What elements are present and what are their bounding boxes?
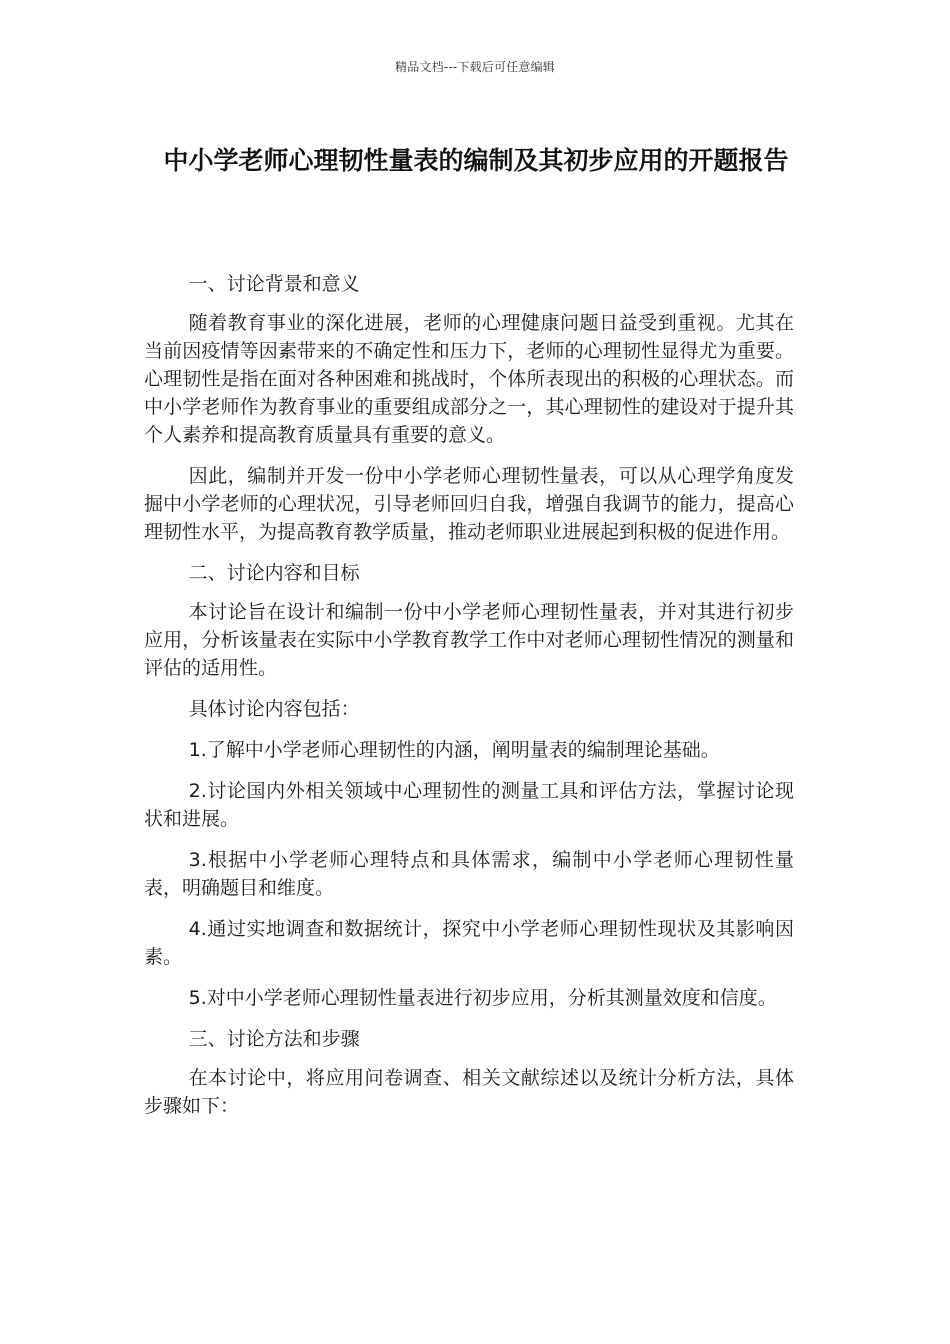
header-note: 精品文档---下载后可任意编辑	[395, 60, 555, 74]
list-item: 1.了解中小学老师心理韧性的内涵，阐明量表的编制理论基础。	[188, 739, 720, 761]
section-1-heading: 一、讨论背景和意义	[188, 273, 360, 295]
list-item: 4.通过实地调查和数据统计，探究中小学老师心理韧性现状及其影响因素。	[144, 918, 794, 968]
section-2-heading: 二、讨论内容和目标	[188, 562, 360, 584]
list-item: 2.讨论国内外相关领域中心理韧性的测量工具和评估方法，掌握讨论现状和进展。	[144, 780, 794, 830]
section-1-paragraph-2: 因此，编制并开发一份中小学老师心理韧性量表，可以从心理学角度发掘中小学老师的心理状况，引导老师回归自我，增强自我调节的能力，提高心理韧性水平，为提高教育教学质量，推动老师职业进展起到积极的促进作用。	[144, 465, 794, 543]
document-title: 中小学老师心理韧性量表的编制及其初步应用的开题报告	[163, 146, 789, 175]
section-3-paragraph-1: 在本讨论中，将应用问卷调查、相关文献综述以及统计分析方法，具体步骤如下：	[144, 1067, 794, 1117]
section-3-heading: 三、讨论方法和步骤	[188, 1028, 360, 1050]
section-1-paragraph-1: 随着教育事业的深化进展，老师的心理健康问题日益受到重视。尤其在当前因疫情等因素带来的不确定性和压力下，老师的心理韧性显得尤为重要。心理韧性是指在面对各种困难和挑战时，个体所表现出的积极的心理状态。而中小学老师作为教育事业的重要组成部分之一，其心理韧性的建设对于提升其个人素养和提高教育质量具有重要的意义。	[144, 312, 794, 446]
list-item: 3.根据中小学老师心理特点和具体需求，编制中小学老师心理韧性量表，明确题目和维度。	[144, 849, 794, 899]
document-body	[144, 270, 794, 1133]
section-2-paragraph-2: 具体讨论内容包括：	[188, 698, 360, 720]
section-2-paragraph-1: 本讨论旨在设计和编制一份中小学老师心理韧性量表，并对其进行初步应用，分析该量表在实际中小学教育教学工作中对老师心理韧性情况的测量和评估的适用性。	[144, 601, 794, 679]
list-item: 5.对中小学老师心理韧性量表进行初步应用，分析其测量效度和信度。	[188, 987, 777, 1009]
